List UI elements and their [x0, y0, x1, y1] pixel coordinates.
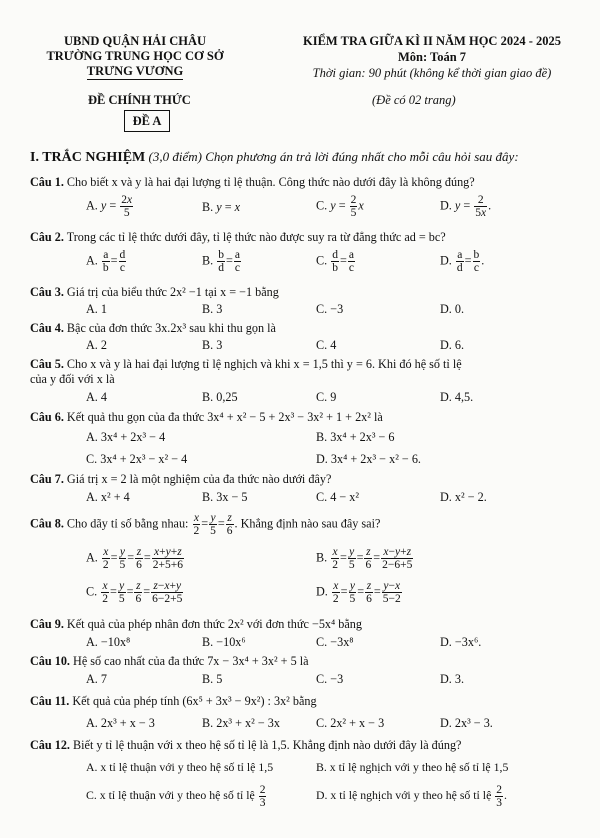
q12-option-a: A. x tỉ lệ thuận với y theo hệ số tỉ lệ 1,5 — [86, 760, 274, 774]
school-name: TRƯNG VƯƠNG — [86, 64, 184, 78]
q12-d-text: D. x tỉ lệ nghịch với y theo hệ số tỉ lệ — [316, 788, 492, 803]
section-instruction: Chọn phương án trả lời đúng nhất cho mỗi câu hỏi sau đây: — [205, 149, 519, 164]
q-num: Câu 4. — [30, 321, 64, 335]
q-text: Bậc của đơn thức 3x.2x³ sau khi thu gọn là — [66, 321, 276, 335]
question-3 — [30, 285, 279, 300]
q4-option-c: C. 4 — [316, 338, 337, 352]
q-text: Kết quả thu gọn của đa thức 3x⁴ + x² − 5 + 2x³ − 3x² + 1 + 2x² là — [66, 410, 383, 424]
question-12 — [30, 738, 461, 753]
q-text-cont: . Khẳng định nào sau đây sai? — [234, 516, 381, 531]
q-text: Cho dãy tỉ số bằng nhau: — [66, 516, 189, 531]
q12-option-c: C. x tỉ lệ thuận với y theo hệ số tỉ lệ $\frac{2}{3}$ — [86, 784, 266, 809]
q12-option-d: D. x tỉ lệ nghịch với y theo hệ số tỉ lệ $\frac{2}{3}$ . — [316, 784, 507, 809]
q-num: Câu 2. — [30, 230, 64, 244]
question-6 — [30, 410, 383, 425]
q8-option-a: A. $\frac{x}{2}$ = $\frac{y}{5}$ = $\frac{z}{6}$ = $\frac{x+y+z}{2+5+6}$ — [86, 546, 184, 571]
section-title: I. TRẮC NGHIỆM — [30, 150, 146, 165]
q5-option-d: D. 4,5. — [440, 390, 474, 404]
exam-time: Thời gian: 90 phút (không kể thời gian giao đề) — [312, 66, 552, 80]
q-num: Câu 7. — [30, 472, 64, 486]
q-num: Câu 8. — [30, 516, 64, 531]
q4-option-a: A. 2 — [86, 338, 107, 352]
q1-option-b: B. y = x — [202, 200, 241, 214]
page-count: (Đề có 02 trang) — [372, 93, 456, 107]
q-num: Câu 6. — [30, 410, 64, 424]
q2-option-c: C. $\frac{d}{b}$ = $\frac{a}{c}$ — [316, 249, 354, 274]
q11-option-b: B. 2x³ + x² − 3x — [202, 716, 280, 730]
q7-option-b: B. 3x − 5 — [202, 490, 248, 504]
q11-option-a: A. 2x³ + x − 3 — [86, 716, 155, 730]
q-num: Câu 12. — [30, 738, 70, 752]
q9-option-d: D. −3x⁶. — [440, 635, 482, 649]
q-num: Câu 11. — [30, 694, 70, 708]
q9-option-a: A. −10x⁸ — [86, 635, 131, 649]
q-text: Giá trị x = 2 là một nghiệm của đa thức nào dưới đây? — [66, 472, 332, 486]
q11-option-c: C. 2x² + x − 3 — [316, 716, 385, 730]
q9-option-b: B. −10x⁶ — [202, 635, 246, 649]
q-num: Câu 1. — [30, 175, 64, 189]
q6-option-a: A. 3x⁴ + 2x³ − 4 — [86, 430, 166, 444]
q-num: Câu 9. — [30, 617, 64, 631]
district-name: UBND QUẬN HẢI CHÂU — [63, 34, 207, 48]
q10-option-a: A. 7 — [86, 672, 107, 686]
q-num: Câu 5. — [30, 357, 64, 371]
exam-code-box: ĐỀ A — [124, 110, 170, 132]
q5-option-c: C. 9 — [316, 390, 337, 404]
q7-option-a: A. x² + 4 — [86, 490, 130, 504]
q-text: Biết y tỉ lệ thuận với x theo hệ số tỉ lệ là 1,5. Khẳng định nào dưới đây là đúng? — [73, 738, 462, 752]
q12-c-text: C. x tỉ lệ thuận với y theo hệ số tỉ lệ — [86, 788, 255, 803]
question-1 — [30, 175, 475, 190]
q11-option-d: D. 2x³ − 3. — [440, 716, 493, 730]
q8-option-d: D. $\frac{x}{2}$ = $\frac{y}{5}$ = $\frac{z}{6}$ = $\frac{y-x}{5-2}$ — [316, 580, 401, 605]
q-text: Cho biết x và y là hai đại lượng tỉ lệ thuận. Công thức nào dưới đây là không đúng? — [66, 175, 475, 189]
question-7 — [30, 472, 331, 487]
q1-option-c: C. y = $\frac{2}{5}$ x — [316, 194, 364, 219]
q10-option-b: B. 5 — [202, 672, 223, 686]
q3-option-c: C. −3 — [316, 302, 344, 316]
q-num: Câu 10. — [30, 654, 70, 668]
q2-option-a: A. $\frac{a}{b}$ = $\frac{d}{c}$ — [86, 249, 126, 274]
q10-option-c: C. −3 — [316, 672, 344, 686]
q-text: Cho x và y là hai đại lượng tỉ lệ nghịch và khi x = 1,5 thì y = 6. Khi đó hệ số tỉ lệ — [66, 357, 462, 371]
q3-option-b: B. 3 — [202, 302, 223, 316]
q2-option-d: D. $\frac{a}{d}$ = $\frac{b}{c}$ . — [440, 249, 485, 274]
question-8: Câu 8. Cho dãy tỉ số bằng nhau: $\frac{x}{2}$ = $\frac{y}{5}$ = $\frac{z}{6}$ . Khẳng định nào sau đây sai? — [30, 512, 381, 537]
q2-option-b: B. $\frac{b}{d}$ = $\frac{a}{c}$ — [202, 249, 240, 274]
q8-option-b: B. $\frac{x}{2}$ = $\frac{y}{5}$ = $\frac{z}{6}$ = $\frac{x-y+z}{2-6+5}$ — [316, 546, 413, 571]
q8-option-c: C. $\frac{x}{2}$ = $\frac{y}{5}$ = $\frac{z}{6}$ = $\frac{z-x+y}{6-2+5}$ — [86, 580, 183, 605]
q6-option-c: C. 3x⁴ + 2x³ − x² − 4 — [86, 452, 188, 466]
q7-option-c: C. 4 − x² — [316, 490, 360, 504]
question-5 — [30, 357, 462, 387]
q-text: Kết quả của phép nhân đơn thức 2x² với đơn thức −5x⁴ bằng — [66, 617, 362, 631]
q10-option-d: D. 3. — [440, 672, 465, 686]
question-4 — [30, 321, 276, 336]
q3-option-d: D. 0. — [440, 302, 465, 316]
question-11 — [30, 694, 317, 709]
q6-option-b: B. 3x⁴ + 2x³ − 6 — [316, 430, 395, 444]
q1-option-a: A. y = $\frac{2x}{5}$ — [86, 194, 133, 219]
q3-option-a: A. 1 — [86, 302, 107, 316]
q-text: Giá trị của biểu thức 2x² −1 tại x = −1 bằng — [66, 285, 279, 299]
q12-option-b: B. x tỉ lệ nghịch với y theo hệ số tỉ lệ 1,5 — [316, 760, 509, 774]
q-text-cont: của y đối với x là — [30, 372, 115, 386]
section-heading — [30, 149, 519, 166]
q-text: Trong các tỉ lệ thức dưới đây, tỉ lệ thức nào được suy ra từ đẳng thức ad = bc? — [66, 230, 446, 244]
q5-option-a: A. 4 — [86, 390, 107, 404]
q9-option-c: C. −3x⁸ — [316, 635, 354, 649]
official-label: ĐỀ CHÍNH THỨC — [88, 93, 191, 107]
q1-option-d: D. y = $\frac{2}{5x}$ . — [440, 194, 492, 219]
q5-option-b: B. 0,25 — [202, 390, 238, 404]
question-10 — [30, 654, 309, 669]
subject: Môn: Toán 7 — [397, 50, 467, 64]
section-points: (3,0 điểm) — [148, 149, 202, 164]
q7-option-d: D. x² − 2. — [440, 490, 487, 504]
q4-option-b: B. 3 — [202, 338, 223, 352]
exam-title: KIỂM TRA GIỮA KÌ II NĂM HỌC 2024 - 2025 — [302, 34, 561, 48]
school-header — [40, 34, 230, 80]
q-text: Kết quả của phép tính (6x⁵ + 3x³ − 9x²) : 3x² bằng — [72, 694, 317, 708]
q4-option-d: D. 6. — [440, 338, 465, 352]
q-text: Hệ số cao nhất của đa thức 7x − 3x⁴ + 3x² + 5 là — [73, 654, 309, 668]
q-num: Câu 3. — [30, 285, 64, 299]
question-9 — [30, 617, 362, 632]
school-line: TRƯỜNG TRUNG HỌC CƠ SỞ — [46, 49, 224, 63]
question-2 — [30, 230, 446, 245]
q6-option-d: D. 3x⁴ + 2x³ − x² − 6. — [316, 452, 421, 466]
